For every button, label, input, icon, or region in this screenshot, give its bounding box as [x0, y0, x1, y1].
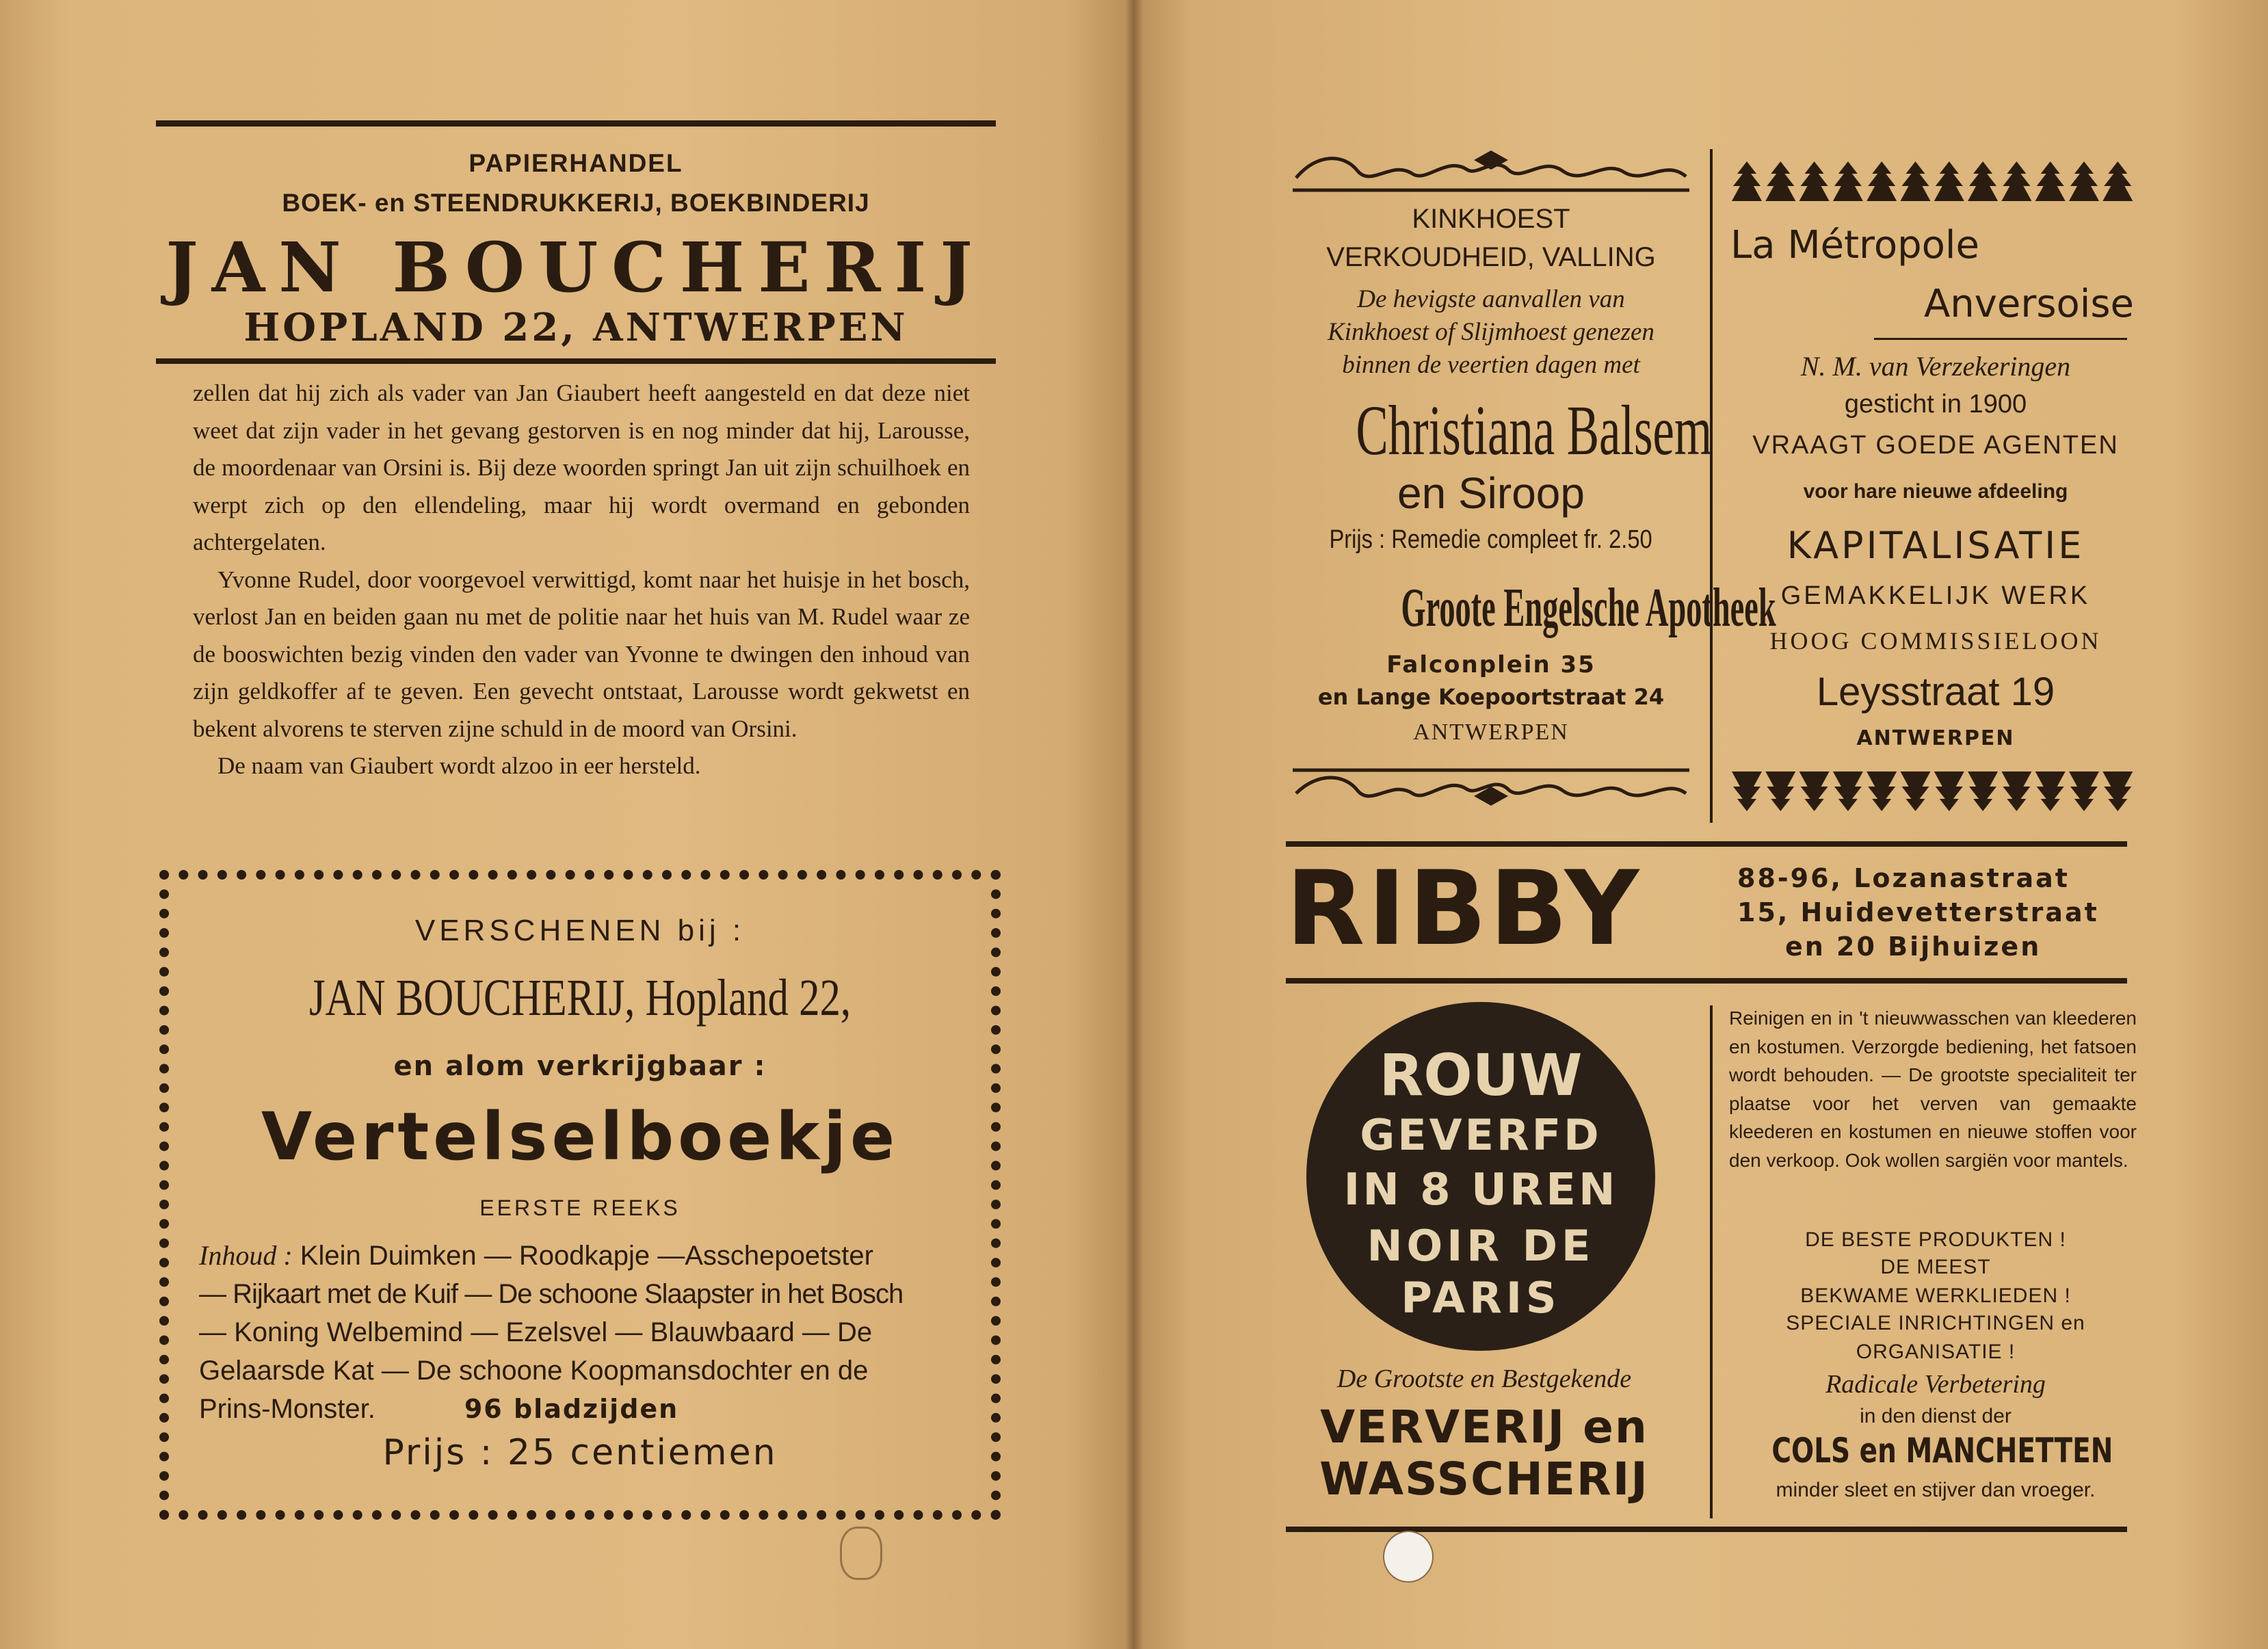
top-column-divider [1710, 149, 1713, 823]
header-top-rule [156, 120, 996, 127]
ververij-tagline: De Grootste en Bestgekende [1336, 1364, 1632, 1393]
cleaning-footer: minder sleet en stijver dan vroeger. [1776, 1479, 2096, 1501]
binding-hole [1383, 1531, 1434, 1583]
metropole-subtitle: Anversoise [1923, 282, 2134, 326]
cleaning-claim: ORGANISATIE ! [1856, 1341, 2016, 1363]
cleaning-improvement: Radicale Verbetering [1825, 1370, 2046, 1399]
header-company-name: JAN BOUCHERIJ [166, 227, 986, 308]
ribby-top-rule [1286, 841, 2127, 847]
metropole-department: voor hare nieuwe afdeeling [1803, 480, 2068, 503]
circle-line: PARIS [1401, 1273, 1561, 1323]
metropole-company: N. M. van Verzekeringen [1800, 351, 2071, 382]
book-advert-box [159, 870, 1001, 1520]
story-text [193, 375, 970, 785]
circle-line: GEVERFD [1360, 1110, 1602, 1160]
circle-line: IN 8 UREN [1343, 1165, 1618, 1215]
ornament-top-left-icon [1289, 146, 1693, 196]
box-published-by: VERSCHENEN bij : [414, 914, 746, 947]
cols-manchetten [1724, 1431, 2148, 1470]
apotheek-name [1265, 577, 1776, 639]
christiana-balsem-text: Christiana Balsem [1356, 391, 1712, 470]
en-siroop: en Siroop [1397, 469, 1585, 518]
cleaning-claim: DE BESTE PRODUKTEN ! [1805, 1228, 2066, 1251]
cleaning-paragraph: Reinigen en in 't nieuwwasschen van kleederen en kostumen. Verzorgde bediening, het fatsoen wordt behouden. — De grootste specialiteit ter plaatse voor het verven van gemaakte kleederen en kostumen en nieuwe stoffen voor den verkoop. Ook wollen sargiën voor mantels. [1729, 1007, 2137, 1171]
metropole-address: Leysstraat 19 [1816, 670, 2055, 714]
ribby-address1: 88-96, Lozanastraat [1737, 863, 2070, 893]
box-page-count: 96 bladzijden [464, 1394, 679, 1424]
header-line-papierhandel: PAPIERHANDEL [469, 149, 683, 177]
kinkhoest-price [1272, 525, 1710, 555]
kinkhoest-desc-line: De hevigste aanvallen van [1357, 285, 1625, 313]
metropole-agents: VRAAGT GOEDE AGENTEN [1752, 431, 2119, 460]
box-price: Prijs : 25 centiemen [382, 1432, 778, 1473]
header-bottom-rule [156, 358, 996, 364]
cleaning-service: in den dienst der [1860, 1405, 2012, 1427]
box-title: Vertelselboekje [261, 1098, 899, 1175]
circle-line: ROUW [1379, 1042, 1583, 1109]
kinkhoest-subtitle: VERKOUDHEID, VALLING [1326, 242, 1656, 272]
contents-line [199, 1237, 960, 1275]
staple-mark [840, 1527, 882, 1580]
ribby-logo: RIBBY [1286, 849, 1642, 968]
box-contents [199, 1237, 960, 1428]
story-paragraph: De naam van Giaubert wordt alzoo in eer hersteld. [217, 752, 701, 779]
ornament-bottom-left-icon [1289, 766, 1693, 815]
metropole-easy-work: GEMAKKELIJK WERK [1780, 581, 2091, 610]
metropole-title: La Métropole [1730, 223, 1979, 267]
ribby-address2: 15, Huidevetterstraat [1737, 897, 2099, 927]
contents-line: — Koning Welbemind — Ezelsvel — Blauwbaard — De [199, 1317, 873, 1347]
story-paragraph: zellen dat hij zich als vader van Jan Giaubert heeft aangesteld en dat deze niet weet dat zijn vader in het gevang gestorven is en nog minder dat hij, Larousse, de moordenaar van Orsini is. Bij deze woorden springt Jan uit zijn schuilhoek en werpt zich op den ellendeling, maar hij wordt overmand en gebonden achtergelaten. [193, 380, 970, 555]
kinkhoest-description [1279, 283, 1703, 382]
metropole-commission: HOOG COMMISSIELOON [1769, 627, 2102, 655]
bottom-column-divider [1710, 1005, 1713, 1518]
apotheek-name-text: Groote Engelsche Apotheek [1401, 578, 1776, 638]
ribby-bottom-rule [1286, 978, 2127, 984]
cleaning-claim: SPECIALE INRICHTINGEN en [1786, 1312, 2085, 1334]
header-address: HOPLAND 22, ANTWERPEN [243, 305, 908, 350]
contents-line [199, 1390, 960, 1428]
christiana-balsem [1272, 390, 1710, 471]
apotheek-address2: en Lange Koepoortstraat 24 [1317, 684, 1665, 710]
cleaning-claim: BEKWAME WERKLIEDEN ! [1800, 1284, 2071, 1307]
contents-label: Inhoud : [199, 1240, 293, 1271]
apotheek-city: ANTWERPEN [1413, 720, 1569, 745]
metropole-underline [1874, 338, 2127, 340]
metropole-kapitalisatie: KAPITALISATIE [1786, 524, 2085, 567]
ribby-branches: en 20 Bijhuizen [1785, 932, 2042, 962]
metropole-founded: gesticht in 1900 [1844, 390, 2027, 419]
cols-manchetten-text: COLS en MANCHETTEN [1771, 1431, 2113, 1470]
kinkhoest-desc-line: binnen de veertien dagen met [1342, 351, 1640, 379]
contents-last: Prins-Monster. [199, 1394, 375, 1424]
header-line-boekdrukkerij: BOEK- en STEENDRUKKERIJ, BOEKBINDERIJ [282, 189, 870, 217]
rouw-circle-badge [1306, 1002, 1655, 1351]
circle-line: NOIR DE [1367, 1221, 1595, 1271]
box-publisher-text: JAN BOUCHERIJ, Hopland 22, [308, 969, 852, 1027]
apotheek-address1: Falconplein 35 [1386, 651, 1596, 678]
ornament-top-right-icon [1730, 159, 2135, 207]
kinkhoest-price-text: Prijs : Remedie compleet fr. 2.50 [1329, 525, 1653, 554]
box-publisher [169, 968, 991, 1028]
kinkhoest-desc-line: Kinkhoest of Slijmhoest genezen [1328, 318, 1654, 346]
kinkhoest-title: KINKHOEST [1412, 204, 1570, 234]
cleaning-claim: DE MEEST [1880, 1256, 1991, 1278]
ornament-bottom-right-icon [1730, 766, 2135, 814]
box-available: en alom verkrijgbaar : [393, 1051, 767, 1082]
contents-line: Gelaarsde Kat — De schoone Koopmansdochter en de [199, 1356, 869, 1386]
ververij-name1: VERVERIJ en [1320, 1401, 1648, 1453]
ververij-name2: WASSCHERIJ [1319, 1453, 1649, 1505]
metropole-city: ANTWERPEN [1856, 726, 2015, 750]
story-paragraph: Yvonne Rudel, door voorgevoel verwittigd, komt naar het huisje in het bosch, verlost Jan en beiden gaan nu met de politie naar het huis van M. Rudel waar ze de booswichten bezig vinden den vader van Yvonne te dwingen den inhoud van zijn geldkoffer af te geven. Een gevecht ontstaat, Larousse wordt gekwetst en bekent alvorens te sterven zijne schuld in de moord van Orsini. [193, 566, 970, 742]
spine-gutter [1125, 0, 1143, 1649]
contents-line: — Rijkaart met de Kuif — De schoone Slaapster in het Bosch [199, 1279, 904, 1309]
box-series: EERSTE REEKS [479, 1196, 681, 1220]
contents-text: Klein Duimken — Roodkapje —Asschepoetster [300, 1241, 873, 1271]
